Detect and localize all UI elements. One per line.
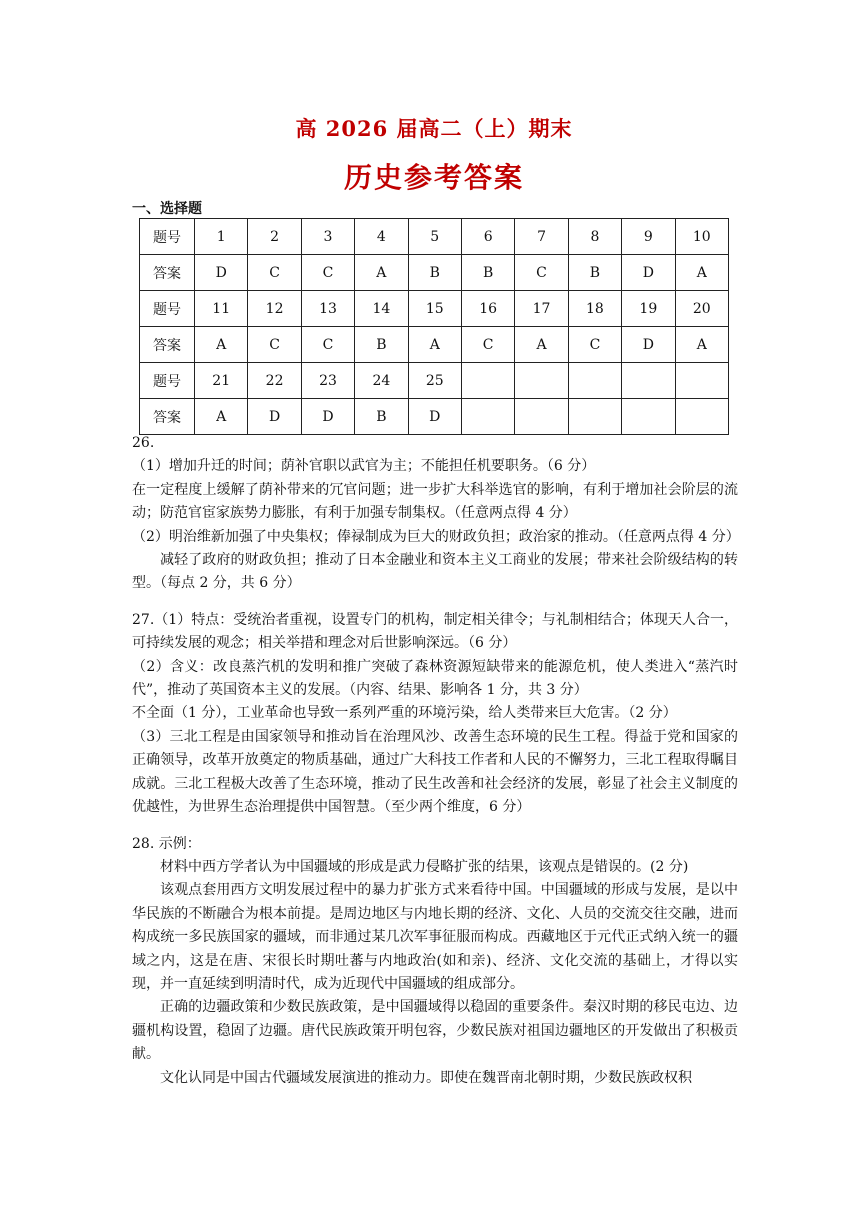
row-label-question: 题号 [140,363,195,399]
answer-cell: C [568,327,621,363]
q27-part2: （2）含义：改良蒸汽机的发明和推广突破了森林资源短缺带来的能源危机，使人类进入“蒸汽时代”，推动了英国资本主义的发展。（内容、结果、影响各 1 分，共 3 分） [132,658,738,699]
answer-cell: B [355,327,408,363]
question-number-cell: 14 [355,291,408,327]
question-number-cell: 25 [408,363,461,399]
q28-heading: 28. 示例： [132,835,201,852]
answer-cell: C [301,255,354,291]
answer-cell: C [248,255,301,291]
answer-cell [515,399,568,435]
answer-cell: A [408,327,461,363]
q28-thesis: 材料中西方学者认为中国疆域的形成是武力侵略扩张的结果，该观点是错误的。(2 分) [160,858,689,875]
answer-row [140,327,729,363]
answer-cell: D [195,255,248,291]
answer-cell: D [301,399,354,435]
answer-cell: C [515,255,568,291]
question-number-row [140,291,729,327]
question-number-cell: 11 [195,291,248,327]
question-number-cell: 8 [568,219,621,255]
question-number-cell: 13 [301,291,354,327]
question-number-cell [461,363,514,399]
question-number-cell: 17 [515,291,568,327]
q26-part1-detail: 在一定程度上缓解了荫补带来的冗官问题；进一步扩大科举选官的影响，有利于增加社会阶层的流动；防范官宦家族势力膨胀，有利于加强专制集权。（任意两点得 4 分） [132,481,738,522]
question-number-cell: 5 [408,219,461,255]
q27-part3: （3）三北工程是由国家领导和推动旨在治理风沙、改善生态环境的民生工程。得益于党和国家的正确领导，改革开放奠定的物质基础，通过广大科技工作者和人民的不懈努力，三北工程取得瞩目成就。三北工程极大改善了生态环境，推动了民生改善和社会经济的发展，彰显了社会主义制度的优越性，为世界生态治理提供中国智慧。（至少两个维度，6 分） [132,728,738,816]
question-number-cell: 4 [355,219,408,255]
question-number-cell: 10 [675,219,728,255]
question-number-cell: 1 [195,219,248,255]
answer-body [132,432,738,1090]
question-number-cell: 22 [248,363,301,399]
question-number-cell: 2 [248,219,301,255]
answer-cell: A [515,327,568,363]
question-number-cell: 21 [195,363,248,399]
question-number-cell: 23 [301,363,354,399]
question-number-cell: 12 [248,291,301,327]
q28-argument-1: 该观点套用西方文明发展过程中的暴力扩张方式来看待中国。中国疆域的形成与发展，是以中华民族的不断融合为根本前提。是周边地区与内地长期的经济、文化、人员的交流交往交融，进而构成统一多民族国家的疆域，而非通过某几次军事征服而构成。西藏地区于元代正式纳入统一的疆域之内，这是在唐、宋很长时期吐蕃与内地政治(如和亲)、经济、文化交流的基础上，才得以实现，并一直延续到明清时代，成为近现代中国疆域的组成部分。 [132,882,738,992]
row-label-answer: 答案 [140,399,195,435]
q26-part2: （2）明治维新加强了中央集权；俸禄制成为巨大的财政负担；政治家的推动。（任意两点得 4 分） [132,528,740,545]
question-number-cell: 15 [408,291,461,327]
answer-cell: B [461,255,514,291]
question-number-cell [675,363,728,399]
answer-cell: A [355,255,408,291]
question-number-row [140,363,729,399]
answer-cell: D [248,399,301,435]
question-number-cell [568,363,621,399]
answer-cell: B [408,255,461,291]
answer-cell: B [568,255,621,291]
question-number-cell: 9 [622,219,675,255]
row-label-question: 题号 [140,219,195,255]
q28-argument-3: 文化认同是中国古代疆域发展演进的推动力。即使在魏晋南北朝时期，少数民族政权积 [160,1069,692,1086]
answer-row [140,255,729,291]
answer-cell: D [622,327,675,363]
answer-cell: D [622,255,675,291]
answer-cell [568,399,621,435]
question-number-cell: 7 [515,219,568,255]
row-label-answer: 答案 [140,255,195,291]
question-number-row [140,219,729,255]
answer-cell: D [408,399,461,435]
q27-part1: 27.（1）特点：受统治者重视，设置专门的机构，制定相关律令；与礼制相结合；体现天人合一，可持续发展的观念；相关举措和理念对后世影响深远。（6 分） [132,611,738,652]
answer-cell: C [301,327,354,363]
answer-cell: A [675,255,728,291]
answer-table [139,218,729,435]
q26-number: 26. [132,435,155,451]
answer-cell: A [195,327,248,363]
row-label-answer: 答案 [140,327,195,363]
exam-title: 高 2026 届高二（上）期末 [295,116,573,141]
question-number-cell [515,363,568,399]
answer-cell: C [461,327,514,363]
question-number-cell [622,363,675,399]
answer-cell [622,399,675,435]
answer-cell: C [248,327,301,363]
question-number-cell: 19 [622,291,675,327]
q26-part2-detail: 减轻了政府的财政负担；推动了日本金融业和资本主义工商业的发展；带来社会阶级结构的转型。（每点 2 分，共 6 分） [132,552,738,592]
q28-argument-2: 正确的边疆政策和少数民族政策，是中国疆域得以稳固的重要条件。秦汉时期的移民屯边、边疆机构设置，稳固了边疆。唐代民族政策开明包容，少数民族对祖国边疆地区的开发做出了积极贡献。 [132,999,738,1063]
q27-part2-judgement: 不全面（1 分），工业革命也导致一系列严重的环境污染，给人类带来巨大危害。（2 分） [132,705,677,722]
row-label-question: 题号 [140,291,195,327]
q26-part1: （1）增加升迁的时间；荫补官职以武官为主；不能担任机要职务。（6 分） [132,458,596,475]
answer-row [140,399,729,435]
question-number-cell: 20 [675,291,728,327]
section-heading-choice: 一、选择题 [132,201,202,217]
question-number-cell: 6 [461,219,514,255]
answer-cell [461,399,514,435]
question-number-cell: 3 [301,219,354,255]
answer-key-title: 历史参考答案 [343,161,524,194]
answer-cell: B [355,399,408,435]
question-number-cell: 16 [461,291,514,327]
answer-cell [675,399,728,435]
answer-cell: A [195,399,248,435]
question-number-cell: 18 [568,291,621,327]
answer-cell: A [675,327,728,363]
question-number-cell: 24 [355,363,408,399]
